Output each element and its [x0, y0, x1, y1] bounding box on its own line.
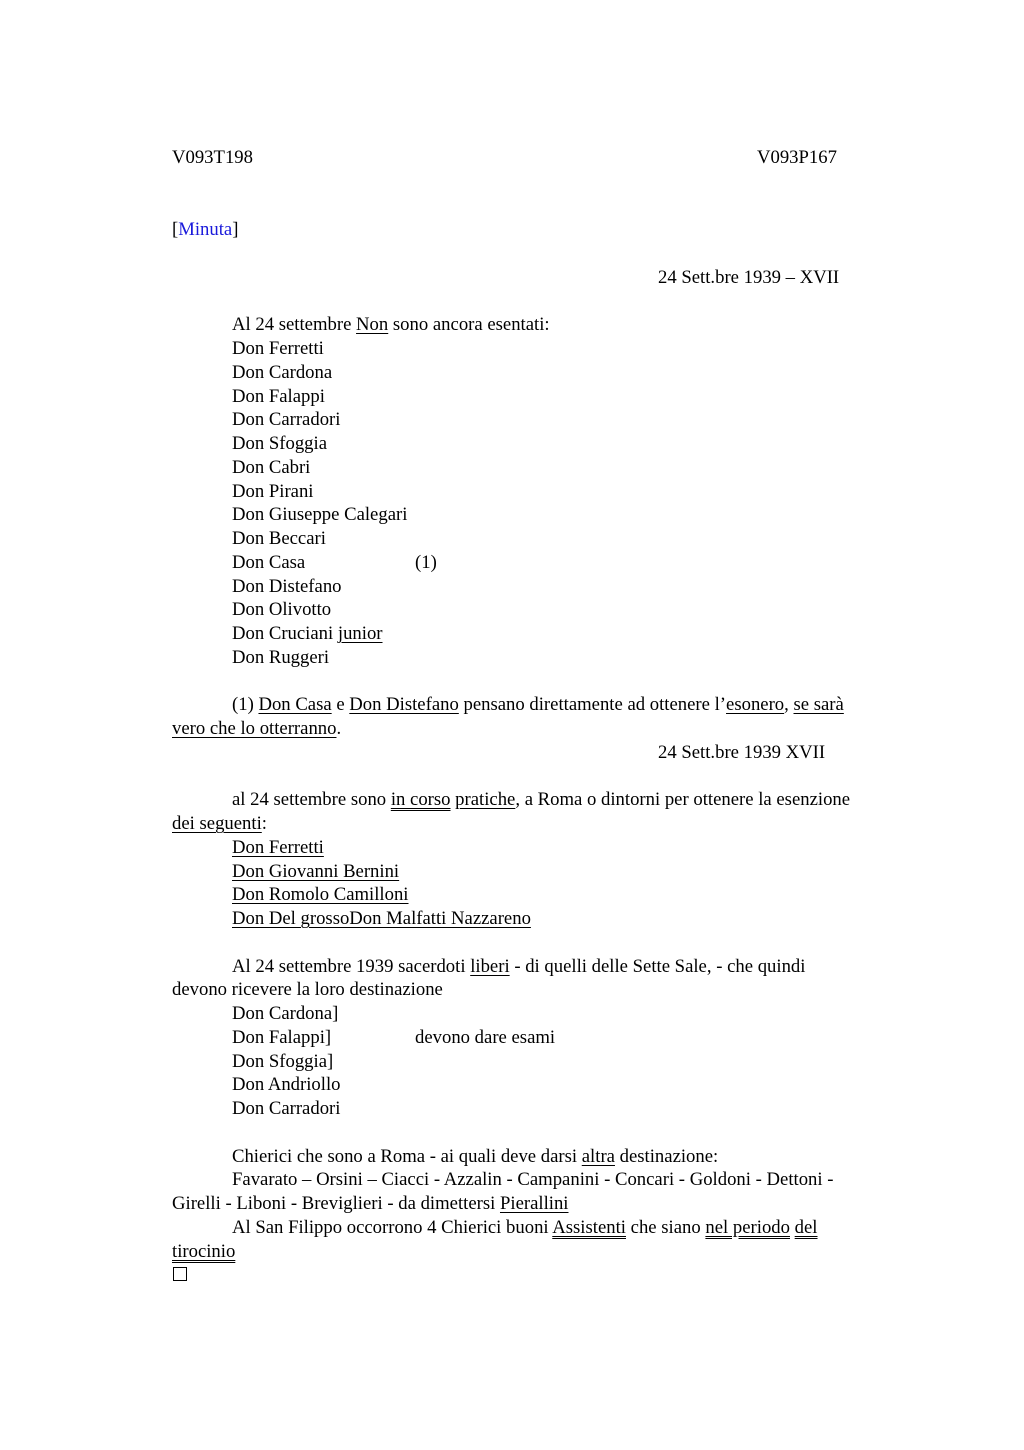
list-item: Don Ferretti [232, 338, 324, 359]
list-item: Don Andriollo [232, 1074, 341, 1095]
double-underlined-text: tirocinio [172, 1241, 236, 1262]
underlined-text: Don Del grossoDon Malfatti Nazzareno [232, 908, 531, 929]
underlined-text: Don Romolo Camilloni [232, 884, 409, 905]
list-item: Don Beccari [232, 528, 326, 549]
list-item: Don Cardona [232, 362, 333, 383]
bracket-close: ] [232, 219, 239, 240]
list-item [172, 551, 305, 575]
underlined-text: pratiche [455, 789, 516, 810]
list-item: Don Olivotto [232, 599, 332, 620]
text: Chierici che sono a Roma - ai quali deve darsi [232, 1146, 582, 1167]
underlined-text: Don Distefano [349, 694, 459, 715]
draft-label [172, 218, 238, 242]
list-item: Don Falappi [232, 386, 325, 407]
text: Al 24 settembre [232, 314, 357, 335]
date-heading-1: 24 Sett.bre 1939 – XVII [658, 267, 840, 288]
list-item: Don Carradori [232, 1098, 341, 1119]
text: e [331, 694, 350, 715]
name-text: Don Cruciani [232, 623, 338, 644]
underlined-text: Non [356, 314, 389, 335]
underlined-text: vero che lo otterranno [172, 718, 337, 739]
footnote-line-1 [172, 693, 844, 717]
list-item [172, 836, 324, 860]
list-item: Don Carradori [232, 409, 341, 430]
clerics-list-line-2 [172, 1192, 569, 1216]
document-code-right: V093P167 [757, 147, 837, 168]
section-3-intro-cont: devono ricevere la loro destinazione [172, 979, 443, 1000]
list-item [172, 883, 409, 907]
underlined-text: esonero [726, 694, 785, 715]
text: pensano direttamente ad ottenere l’ [458, 694, 727, 715]
double-underlined-text: in corso [390, 789, 451, 810]
section-2-intro-cont [172, 812, 267, 836]
footnote-reference: (1) [415, 552, 437, 573]
list-item [172, 907, 531, 931]
underlined-text: Don Casa [258, 694, 332, 715]
underlined-text: altra [581, 1146, 615, 1167]
list-item: Don Cabri [232, 457, 311, 478]
date-heading-2: 24 Sett.bre 1939 XVII [658, 742, 826, 763]
section-1-intro [172, 313, 550, 337]
underlined-text: Don Ferretti [232, 837, 324, 858]
text: Girelli - Liboni - Breviglieri - da dimettersi [172, 1193, 500, 1214]
list-item: Don Distefano [232, 576, 342, 597]
draft-label-text: Minuta [178, 219, 233, 240]
section-2-intro [172, 788, 850, 812]
clerics-list-line-1: Favarato – Orsini – Ciacci - Azzalin - Campanini - Concari - Goldoni - Dettoni - [232, 1169, 834, 1190]
text: . [336, 718, 342, 739]
list-item: Don Giuseppe Calegari [232, 504, 408, 525]
double-underlined-text: Assistenti [552, 1217, 626, 1238]
underlined-text: Pierallini [499, 1193, 569, 1214]
list-item: Don Pirani [232, 481, 314, 502]
text: Al 24 settembre 1939 sacerdoti [232, 956, 471, 977]
list-item: Don Ruggeri [232, 647, 330, 668]
underlined-text: se sarà [793, 694, 844, 715]
text: al 24 settembre sono [232, 789, 391, 810]
text: (1) [232, 694, 259, 715]
san-filippo-line-1 [172, 1216, 818, 1240]
underlined-text: liberi [470, 956, 510, 977]
name-text: Don Casa [232, 552, 306, 573]
text: che siano [626, 1217, 706, 1238]
text: - di quelli delle Sette Sale, - che quindi [509, 956, 806, 977]
underlined-text: dei seguenti [172, 813, 262, 834]
san-filippo-line-2 [172, 1240, 235, 1264]
text: , a Roma o dintorni per ottenere la esenzione [515, 789, 851, 810]
section-4-intro [172, 1145, 718, 1169]
text: destinazione: [614, 1146, 719, 1167]
text: sono ancora esentati: [388, 314, 550, 335]
text: , [784, 694, 794, 715]
text: Al San Filippo occorrono 4 Chierici buoni [232, 1217, 553, 1238]
section-3-intro [172, 955, 805, 979]
document-code-left: V093T198 [172, 147, 253, 168]
list-item [172, 860, 399, 884]
list-item: Don Sfoggia [232, 433, 327, 454]
exam-note: devono dare esami [415, 1027, 556, 1048]
underlined-text: junior [337, 623, 383, 644]
list-item: Don Cardona] [232, 1003, 339, 1024]
empty-box-icon [173, 1267, 187, 1281]
list-item: Don Falappi] [232, 1027, 332, 1048]
bracket-open: [ [172, 219, 179, 240]
text: : [261, 813, 267, 834]
list-item [172, 622, 383, 646]
list-item: Don Sfoggia] [232, 1051, 334, 1072]
underlined-text: Don Giovanni Bernini [232, 861, 400, 882]
footnote-line-2 [172, 717, 341, 741]
double-underlined-text: del [794, 1217, 818, 1238]
double-underlined-text: nel periodo [705, 1217, 790, 1238]
